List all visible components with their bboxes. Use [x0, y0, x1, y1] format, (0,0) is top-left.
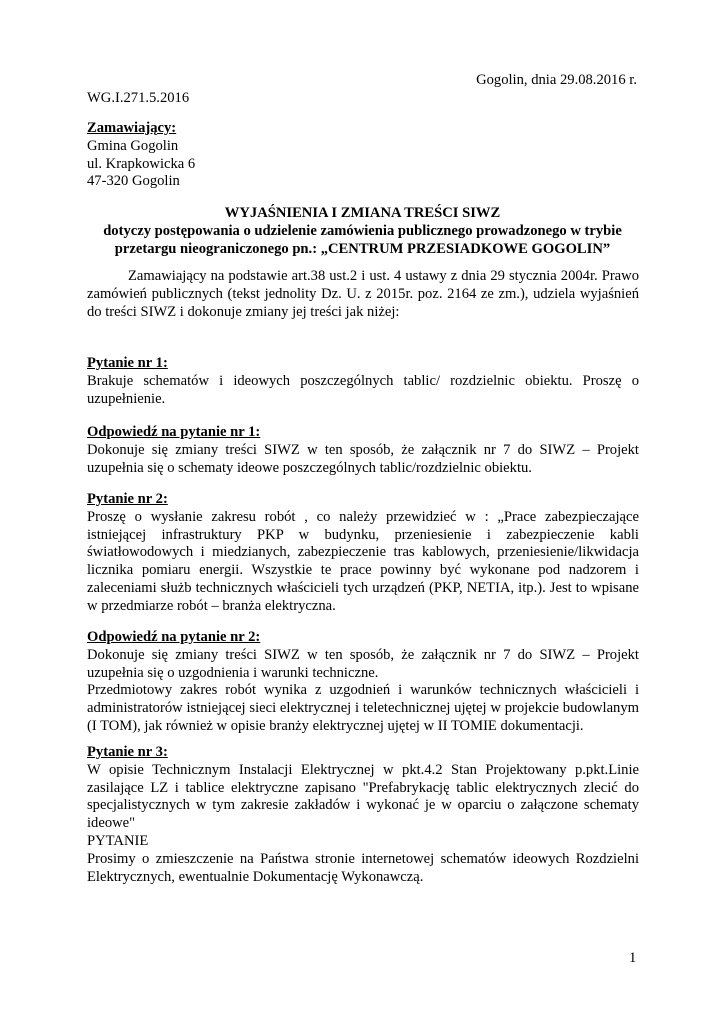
- intro-paragraph: Zamawiający na podstawie art.38 ust.2 i ust. 4 ustawy z dnia 29 stycznia 2004r. Prawo zamówień publicznych (tekst jednolity Dz. U. z 2015r. poz. 2164 ze zm.), udziela wyjaśnień do treści SIWZ i dokonuje zmiany jej treści jak niżej:: [87, 268, 639, 320]
- question-1: [87, 355, 639, 408]
- question-heading: Pytanie nr 2:: [87, 491, 168, 507]
- ordering-party-label: Zamawiający:: [87, 120, 177, 136]
- answer-heading: Odpowiedź na pytanie nr 2:: [87, 629, 261, 645]
- question-label: PYTANIE: [87, 832, 149, 849]
- answer-1: [87, 424, 639, 477]
- page-number: 1: [629, 950, 637, 966]
- intro-block: [87, 268, 639, 321]
- question-heading: Pytanie nr 1:: [87, 355, 168, 371]
- title-line: WYJAŚNIENIA I ZMIANA TREŚCI SIWZ: [224, 205, 501, 221]
- question-heading: Pytanie nr 3:: [87, 744, 168, 760]
- answer-heading: Odpowiedź na pytanie nr 1:: [87, 424, 261, 440]
- question-2: [87, 491, 639, 616]
- answer-text: Przedmiotowy zakres robót wynika z uzgodnień i warunków technicznych właścicieli i administratorów istniejącej sieci elektrycznej i teletechnicznej ujętej w projekcie budowlanym (I TOM), jak również w opisie branży elektrycznej ujętej w II TOMIE dokumentacji.: [87, 682, 639, 734]
- question-text: Brakuje schematów i ideowych poszczególnych tablic/ rozdzielnic obiektu. Proszę o uzupełnienie.: [87, 372, 639, 407]
- question-request: Prosimy o zmieszczenie na Państwa stronie internetowej schematów ideowych Rozdzielni Elektrycznych, ewentualnie Dokumentację Wykonawczą.: [87, 850, 639, 885]
- document-title: [60, 205, 665, 258]
- question-text: Proszę o wysłanie zakresu robót , co należy przewidzieć w : „Prace zabezpieczające istniejącej infrastruktury PKP w budynku, przeniesienie i zabezpieczenie kabli światłowodowych i miedzianych, zabezpieczenie tras kablowych, przeniesienie/likwidacja licznika pomiaru energii. Wszystkie te prace powinny być wykonane pod nadzorem i zaleceniami służb technicznych właścicieli tych urządzeń (PKP, NETIA, itp.). Jest to wpisane w przedmiarze robót – branża elektryczna.: [87, 508, 639, 614]
- title-line: dotyczy postępowania o udzielenie zamówienia publicznego prowadzonego w trybie: [103, 222, 622, 239]
- question-text: W opisie Technicznym Instalacji Elektrycznej w pkt.4.2 Stan Projektowany p.pkt.Linie zasilające LZ i tablice elektryczne zapisano "Prefabrykację tablic elektrycznych zlecić do specjalistycznych w tym zakresie zakładów i wykonać je w oparciu o załączone schematy ideowe": [87, 761, 639, 832]
- answer-2: [87, 629, 639, 736]
- answer-text: Dokonuje się zmiany treści SIWZ w ten sposób, że załącznik nr 7 do SIWZ – Projekt uzupełnia się o uzgodnienia i warunki techniczne.: [87, 646, 639, 681]
- title-line: przetargu nieograniczonego pn.: „CENTRUM PRZESIADKOWE GOGOLIN”: [114, 240, 611, 257]
- ordering-party-line: ul. Krapkowicka 6: [87, 155, 196, 172]
- reference-number: WG.I.271.5.2016: [87, 90, 190, 106]
- ordering-party-block: [87, 120, 639, 191]
- question-3: [87, 744, 639, 886]
- place-date: Gogolin, dnia 29.08.2016 r.: [476, 72, 637, 88]
- ordering-party-line: Gmina Gogolin: [87, 137, 179, 154]
- ordering-party-line: 47-320 Gogolin: [87, 173, 180, 190]
- answer-text: Dokonuje się zmiany treści SIWZ w ten sposób, że załącznik nr 7 do SIWZ – Projekt uzupełnia się o schematy ideowe poszczególnych tablic/rozdzielnic obiektu.: [87, 441, 639, 476]
